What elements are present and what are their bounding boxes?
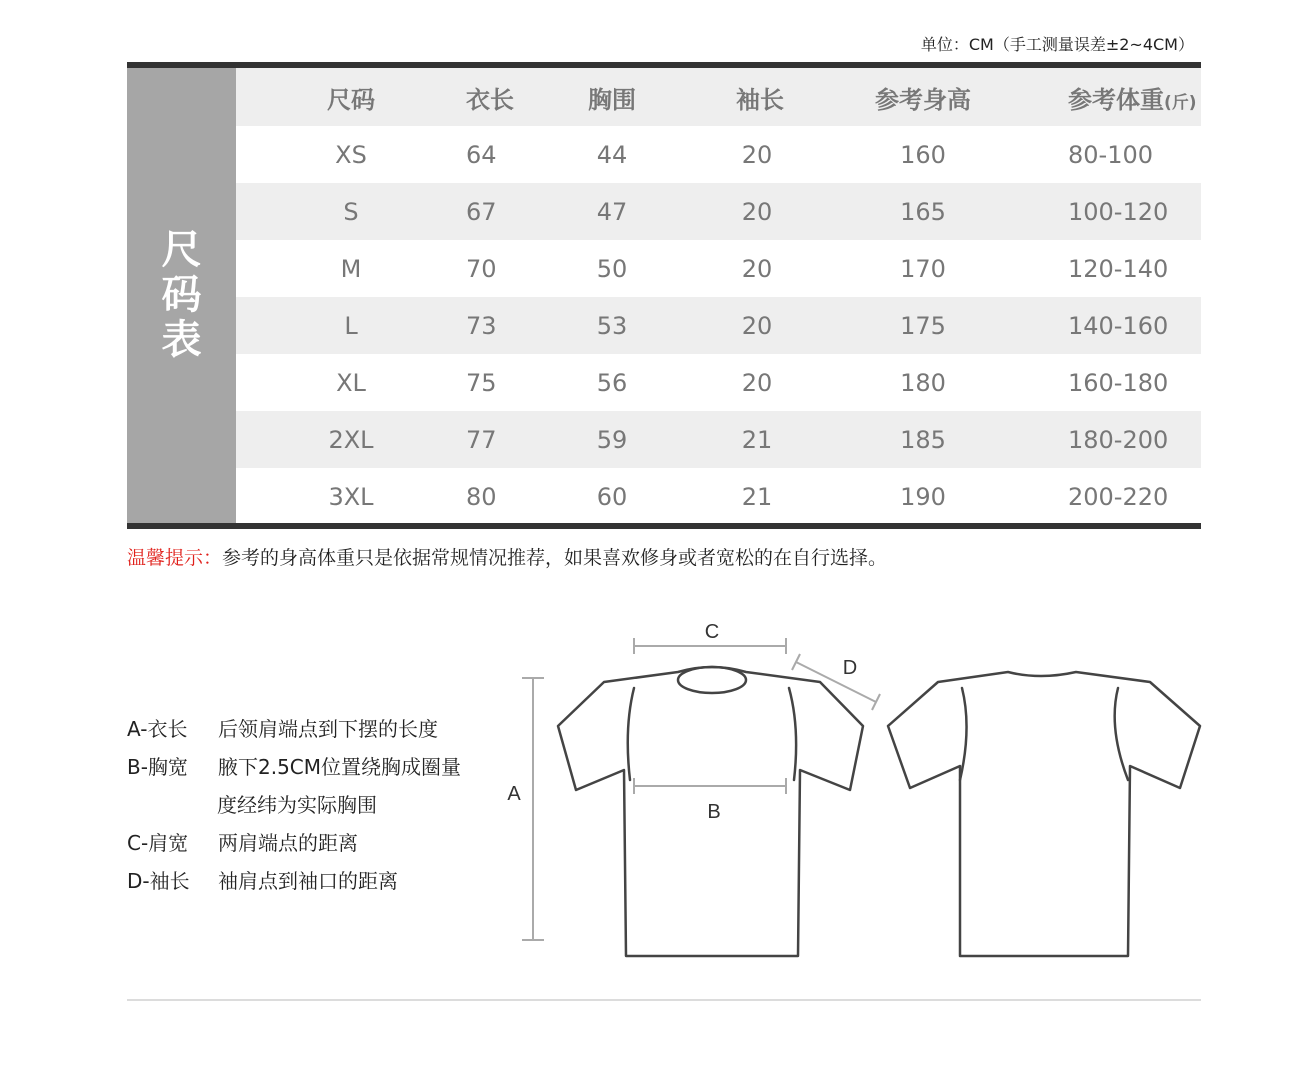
- label-d: D: [842, 657, 858, 679]
- table-cell: XL: [336, 368, 366, 397]
- table-cell: 180: [900, 368, 946, 397]
- table-cell: 160-180: [1068, 368, 1169, 397]
- table-cell: 20: [741, 140, 773, 169]
- size-chart-title: 尺码表: [161, 227, 202, 363]
- table-cell: 70: [466, 254, 497, 283]
- table-cell: 73: [466, 311, 497, 340]
- unit-note: 单位：CM（手工测量误差±2~4CM）: [920, 35, 1194, 54]
- header-sleeve: 袖长: [736, 85, 784, 114]
- label-b: B: [707, 801, 721, 823]
- table-cell: 120-140: [1068, 254, 1169, 283]
- legend-item-b: [127, 746, 461, 784]
- table-cell: 59: [596, 425, 628, 454]
- measurement-legend: [127, 708, 461, 898]
- header-height: 参考身高: [875, 85, 971, 114]
- tip-label: 温馨提示：: [127, 547, 223, 569]
- side-panel: [127, 68, 236, 523]
- table-cell: 60: [596, 482, 628, 511]
- legend-item-a: [127, 708, 461, 746]
- table-cell: 56: [596, 368, 628, 397]
- table-cell: 67: [466, 197, 497, 226]
- table-cell: 140-160: [1068, 311, 1169, 340]
- table-header-row: [236, 68, 1201, 126]
- table-cell: 175: [900, 311, 946, 340]
- table-cell: S: [343, 197, 359, 226]
- table-row: [236, 240, 1201, 297]
- table-cell: 44: [596, 140, 628, 169]
- legend-desc-continued: 度经纬为实际胸围: [217, 792, 377, 817]
- table-cell: 20: [741, 254, 773, 283]
- back-right-seam: [1115, 688, 1128, 780]
- table-cell: 190: [900, 482, 946, 511]
- footer-rule: [127, 999, 1201, 1001]
- legend-key: D-袖长: [127, 868, 190, 893]
- header-length: 衣长: [466, 85, 514, 114]
- table-row: [236, 411, 1201, 468]
- table-cell: 180-200: [1068, 425, 1169, 454]
- table-cell: 21: [741, 482, 773, 511]
- table-cell: 53: [596, 311, 628, 340]
- table-row: [236, 354, 1201, 411]
- table-cell: L: [344, 311, 358, 340]
- table-cell: 80-100: [1068, 140, 1154, 169]
- header-weight-unit: (斤): [1164, 92, 1197, 113]
- tip-text: 参考的身高体重只是依据常规情况推荐，如果喜欢修身或者宽松的在自行选择。: [222, 547, 888, 569]
- table-bottom-rule: [127, 523, 1201, 529]
- table-cell: 50: [596, 254, 628, 283]
- table-cell: 64: [466, 140, 497, 169]
- table-cell: 47: [596, 197, 628, 226]
- table-cell: 185: [900, 425, 946, 454]
- tip: [127, 543, 887, 570]
- table-row: [236, 297, 1201, 354]
- back-tshirt-outline: [888, 672, 1200, 956]
- header-chest: 胸围: [588, 85, 636, 114]
- label-c: C: [704, 621, 720, 643]
- table-cell: 3XL: [328, 482, 374, 511]
- legend-key: C-肩宽: [127, 830, 189, 855]
- front-left-seam: [628, 688, 634, 780]
- table-cell: 77: [466, 425, 497, 454]
- table-cell: M: [340, 254, 362, 283]
- legend-item-c: [127, 822, 461, 860]
- table-row: [236, 468, 1201, 525]
- table-cell: XS: [335, 140, 367, 169]
- table-cell: 80: [466, 482, 497, 511]
- legend-desc: 腋下2.5CM位置绕胸成圈量: [218, 754, 462, 779]
- table-cell: 100-120: [1068, 197, 1169, 226]
- header-weight-label: 参考体重: [1068, 85, 1164, 114]
- front-neckline: [678, 667, 746, 693]
- label-a: A: [507, 783, 521, 805]
- table-cell: 20: [741, 368, 773, 397]
- legend-desc: 两肩端点的距离: [218, 830, 358, 855]
- table-cell: 21: [741, 425, 773, 454]
- measure-line-d: [796, 662, 876, 702]
- table-row: [236, 126, 1201, 183]
- legend-key: B-胸宽: [127, 754, 188, 779]
- table-row: [236, 183, 1201, 240]
- legend-item-d: [127, 860, 461, 898]
- size-table: [236, 68, 1201, 523]
- table-cell: 2XL: [328, 425, 374, 454]
- table-cell: 20: [741, 311, 773, 340]
- table-cell: 165: [900, 197, 946, 226]
- table-cell: 160: [900, 140, 946, 169]
- tshirt-measurement-diagram: [500, 610, 1210, 970]
- table-cell: 170: [900, 254, 946, 283]
- legend-key: A-衣长: [127, 716, 188, 741]
- header-weight: [1068, 80, 1197, 115]
- table-body: [236, 126, 1201, 525]
- table-cell: 200-220: [1068, 482, 1169, 511]
- legend-desc: 袖肩点到袖口的距离: [218, 868, 398, 893]
- header-size: 尺码: [327, 85, 375, 114]
- front-right-seam: [789, 688, 796, 780]
- table-cell: 75: [466, 368, 497, 397]
- table-cell: 20: [741, 197, 773, 226]
- legend-desc: 后领肩端点到下摆的长度: [218, 716, 438, 741]
